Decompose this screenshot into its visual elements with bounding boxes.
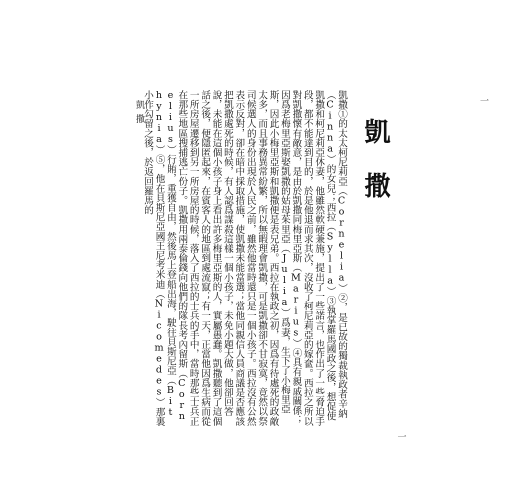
body-text	[142, 90, 347, 428]
running-head: 凱撒	[134, 100, 144, 128]
paragraph: 凱撒①的太太柯尼莉亞（Cornelia）②，是已故的獨裁執政者辛納（Cinna）的女兒；西拉（Sylla）③執掌羅馬國政之後，想促使凱撒和柯尼莉亞休妻，他雖然軟硬兼施，提出了一些諾言，也作出了一些脅迫手段，都不能達到目的，於是他退而求其次，沒收了柯尼莉亞的嫁奩。西拉之所以對凱撒懷有敵意，是由於凱撒同梅里亞斯（Marius）④具有親戚關係；因爲老梅里亞斯娶凱撒的姑母茱里亞（Julia）爲妻，生下了小梅里亞斯，因此小梅里亞斯和凱撒便是表兄弟。西拉在執政之初，因爲有待處死的政敵太多，而且事務異常紛繁，所以無暇理會凱撒，可是凱撒卻不甘寂寞，竟然以祭司候選人的身份出現於人民之前，雖然他當時還只是一個小孩子。西拉沒有公然表示反對，卻在暗中採取措施，使凱撒未能當選；當他同親信人員商議是否應該把凱撒處死的時候，有人認爲謀殺這樣一個小孩子，未免小題大做，他卻回答說，未能在這個小孩子身上看出許多梅里亞斯的人，實屬愚蠢。凱撒聽到了這個話之後，便隱匿起來，在賓客人的地區到處流竄；有一天，正當他因爲生病而從一所房屋遷移到另一所房屋的時候，落入了西拉的士兵的手中，當時那些士兵正在那些地區搜捕逃亡份子。凱撒用兩泰倫錢向他們的隊長考內留斯（Cornelius）行賄，重獲自由，然後馬上登船出海，駛往貝斯尼亞（Bithynia）⑤，他在貝斯尼亞國王尼考米迪（Nicomedes）那裏小作勾留之後，於返回羅馬的	[142, 90, 347, 427]
chapter-title: 凱撒	[360, 118, 390, 226]
folio-mark: 一	[397, 433, 407, 443]
page-number: 一	[478, 96, 488, 105]
